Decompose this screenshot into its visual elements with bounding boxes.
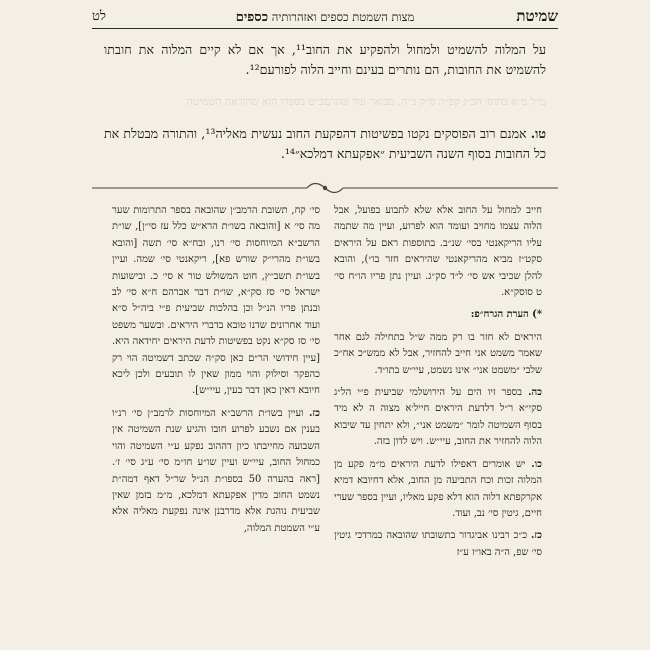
header-topic [92,9,558,25]
footnote-column-right [334,203,542,567]
main-text [104,40,546,176]
footnote-entry: כז. ועיין בשו״ת הרשב״א המיוחסות לרמב״ן סי׳ רנ״ו בענין אם נשבע לפרוע חובו והגיע שנת השמיטה אין השבועה מחייבתו כיון דההוב נפקע ע״י השמיטה והוי כמחול החוב, עיי״ש ועיין שו״ע חו״מ סי׳ ע״ג סי׳ ז׳. [ראה בהערה 50 בספו״ת הנ״ל שר״ל דאף דמה״ת נשמט החוב מדין אפקעתא דמלכא, מ״מ בזמן שאין שביעית נוהגת אלא מדרבנן אינה נפקעת מאליה אלא ע״י השמטת המלוה, [112,407,321,534]
paragraph-body: אמנם רוב הפוסקים נקטו בפשיטות דהפקעת החוב נעשית מאליה¹³, והתורה מבטלת את כל החובות בסוף השנה השביעית ״אפקעתא דמלכא״¹⁴. [104,126,546,161]
ornamental-divider [92,178,558,198]
footnotes [112,203,542,567]
footnote-column-left [112,203,320,567]
section-title: שמיטת [516,7,558,25]
footnote-entry: חייב למחול על החוב אלא שלא לתבוע בפועל, אבל הלוה עצמו מחויב ועומד הוא לפרוע, ועיין מה שתמה עליו הריקאנטי בסי׳ שנ״ב. בתוספות ראם על היראים סקט״ז מביא מהריקאנטי שהיראים חזר בו״), והובא להלן שכיבי אש סי׳ ל״ד סק״ג. ועיין נתן פריו הו״ח סי׳ ט סוסק״א. [334,205,542,299]
footnote-entry: *) הערת הגרח״פ: [470,309,542,321]
main-paragraph-2 [104,124,546,164]
header-center-bold: כספים [235,10,269,25]
page-number: לט [92,9,106,24]
paragraph-label: טו. [530,126,546,141]
footnote-entry: סי׳ קח, תשובת הרמב״ן שהובאה בספר התרומות שער מה סי׳ א [והובאה בשו״ת הרא״ש כלל עז סי״ן], שו״ת הרשב״א המיוחסות סי׳ רנו, ובח״א סי׳ תשה [והובא בשו״ת מהרי״ק שורש פא], ריקאנטי סי׳ שמה. ועיין בשו״ת תשב״ץ, חוט המשולש טור א סי׳ כ. ובישועות ישראל סי׳ סז סק״א, שו״ת דבר אברהם ח״א סי׳ לב ובנתן פריו הנ״ל וכן בהלכות שביעית פ״י ביה״ל ס״א ועוד אחרונים שדנו טובא בדברי היראים. ובשער משפט סי׳ סז סק״א נקט בפשיטות לדעת היראים יחידאה היא. [עיין חידושי הר״ם כאן סק״ה שכתב דשמיטה הוי רק כהפקר וסילוק והוי ממון שאין לו תובעים ולכן ליכא חיובא דאין כאן דבר בעין, עיי״ש]. [112,205,320,397]
bleed-through-text: מ״ל מ״א בתוס׳ הכ״ג קפ״ה ס״ק כ״ה, מבואר עוד שהרמב״ם בספרו הוא שהוראת השמיטה [186,96,546,108]
footnote-entry: כה. בספר זיו הים על הירושלמי שביעית פ״י הל״ג סקי״א ר״ל דלדעת היראים חייל׳א מצוה ה לא מיד בסוף השמיטה לומר ״משמט אני״, ולא יתחין עד שיבוא הלוה להחזיר את החוב, עיי״ש. ויש לדון בזה. [334,387,543,448]
footnote-entry: כו. יש אומרים דאפילו לדעת היראים מ״מ פקע מן המלוה זכות וכח התביעה מן החוב, אלא דחיובא דמיא אקרקפתא דלוה הוא דלא פקע מאליו, ועיין בספר שערי חיים, גיטין סי׳ נב, ועוד. [334,458,542,519]
footnote-entry: כז. כ״כ רבינו אביגדור בתשובתו שהובאה במרדכי גיטין סי׳ שפ, ה״ה באו״ז ע״ז [334,530,543,558]
header-center-text: מצות השמטת כספים ואזהרותיה [271,10,415,24]
running-header [92,6,558,29]
footnote-entry: היראים לא חזר בו רק ממה ש״ל בתחילה לגם אחר שאמר משמט אני חייב להחזיר, אבל לא ממש״כ אח״כ שלבי ״משמט אני״ אינו נשמט, עיי״ש בתו״ד. [334,331,542,376]
main-paragraph-1: על המלוה להשמיט ולמחול ולהפקיע את החוב¹¹, אך אם לא קיים המלוה את חובתו להשמיט את החובות, הם נותרים בעינם וחייב הלוה לפורעם¹². [104,42,546,77]
